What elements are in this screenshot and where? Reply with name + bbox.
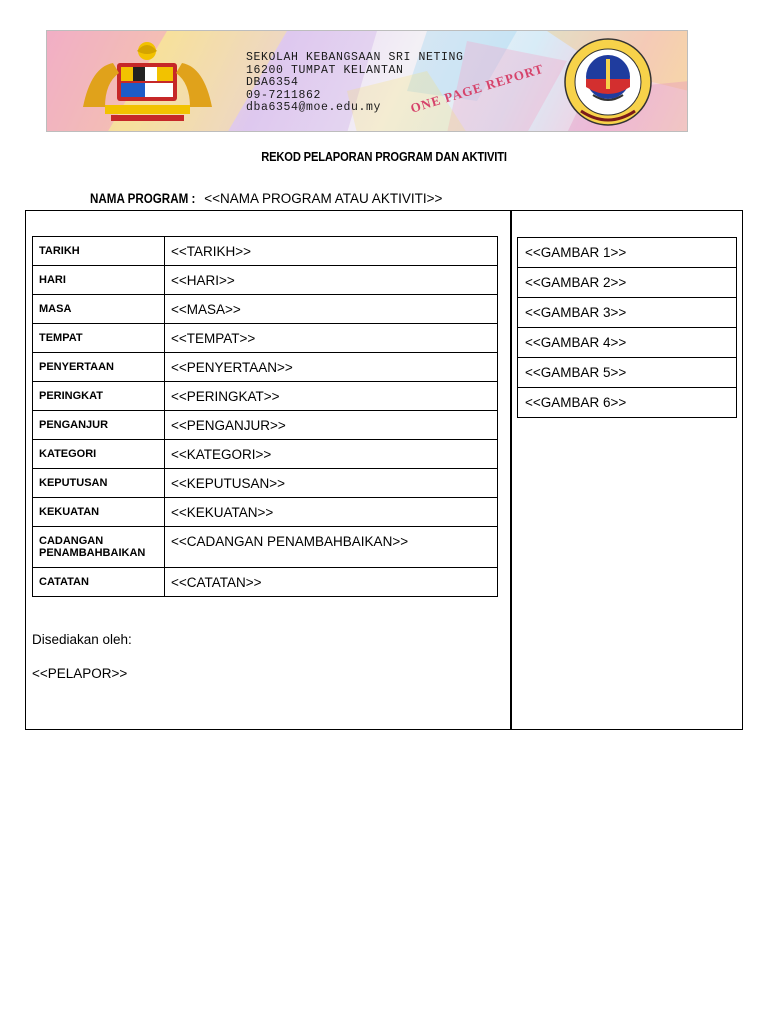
image-placeholder-list — [517, 237, 737, 418]
school-email: dba6354@moe.edu.my — [246, 101, 382, 115]
list-item — [518, 358, 737, 388]
image-placeholder: <<GAMBAR 2>> — [518, 268, 737, 298]
field-value: <<MASA>> — [165, 295, 498, 324]
table-row — [33, 295, 498, 324]
table-row — [33, 353, 498, 382]
field-value: <<KEKUATAN>> — [165, 498, 498, 527]
malaysia-coat-of-arms-icon — [75, 37, 220, 127]
field-label: TARIKH — [33, 237, 165, 266]
field-value: <<HARI>> — [165, 266, 498, 295]
school-name: SEKOLAH KEBANGSAAN SRI NETING — [246, 51, 464, 64]
list-item — [518, 238, 737, 268]
table-row — [33, 440, 498, 469]
column-divider — [510, 210, 512, 730]
field-value: <<KEPUTUSAN>> — [165, 469, 498, 498]
field-value: <<TEMPAT>> — [165, 324, 498, 353]
table-row — [33, 237, 498, 266]
table-row — [33, 266, 498, 295]
prepared-by-label: Disediakan oleh: — [32, 632, 132, 647]
school-address: 16200 TUMPAT KELANTAN — [246, 63, 404, 77]
field-value: <<TARIKH>> — [165, 237, 498, 266]
list-item — [518, 268, 737, 298]
list-item — [518, 328, 737, 358]
image-placeholder: <<GAMBAR 3>> — [518, 298, 737, 328]
field-label: MASA — [33, 295, 165, 324]
school-phone: 09-7211862 — [246, 88, 322, 102]
field-value: <<CATATAN>> — [165, 568, 498, 597]
list-item — [518, 298, 737, 328]
program-name-value: <<NAMA PROGRAM ATAU AKTIVITI>> — [204, 191, 443, 206]
field-value: <<PERINGKAT>> — [165, 382, 498, 411]
field-label: HARI — [33, 266, 165, 295]
list-item — [518, 388, 737, 418]
school-badge-icon — [563, 37, 653, 127]
field-label: PENGANJUR — [33, 411, 165, 440]
reporter-placeholder: <<PELAPOR>> — [32, 666, 128, 681]
program-name-label: NAMA PROGRAM : — [90, 191, 196, 206]
image-placeholder: <<GAMBAR 5>> — [518, 358, 737, 388]
table-row — [33, 527, 498, 568]
field-label: PERINGKAT — [33, 382, 165, 411]
document-title: REKOD PELAPORAN PROGRAM DAN AKTIVITI — [261, 149, 507, 164]
table-row — [33, 382, 498, 411]
field-label: KEKUATAN — [33, 498, 165, 527]
table-row — [33, 498, 498, 527]
field-value: <<PENGANJUR>> — [165, 411, 498, 440]
field-label: CATATAN — [33, 568, 165, 597]
field-value: <<KATEGORI>> — [165, 440, 498, 469]
table-row — [33, 324, 498, 353]
school-code: DBA6354 — [246, 76, 299, 90]
field-label: KATEGORI — [33, 440, 165, 469]
table-row — [33, 568, 498, 597]
field-label: CADANGAN PENAMBAHBAIKAN — [33, 527, 165, 568]
header-banner — [46, 30, 688, 132]
field-label: KEPUTUSAN — [33, 469, 165, 498]
image-placeholder: <<GAMBAR 1>> — [518, 238, 737, 268]
program-name-line — [90, 191, 442, 206]
field-value: <<PENYERTAAN>> — [165, 353, 498, 382]
table-row — [33, 411, 498, 440]
image-placeholder: <<GAMBAR 6>> — [518, 388, 737, 418]
one-page-report-stamp: ONE PAGE REPORT — [408, 60, 546, 116]
field-value: <<CADANGAN PENAMBAHBAIKAN>> — [165, 527, 498, 568]
field-label: PENYERTAAN — [33, 353, 165, 382]
table-row — [33, 469, 498, 498]
details-table — [32, 236, 498, 597]
image-placeholder: <<GAMBAR 4>> — [518, 328, 737, 358]
field-label: TEMPAT — [33, 324, 165, 353]
